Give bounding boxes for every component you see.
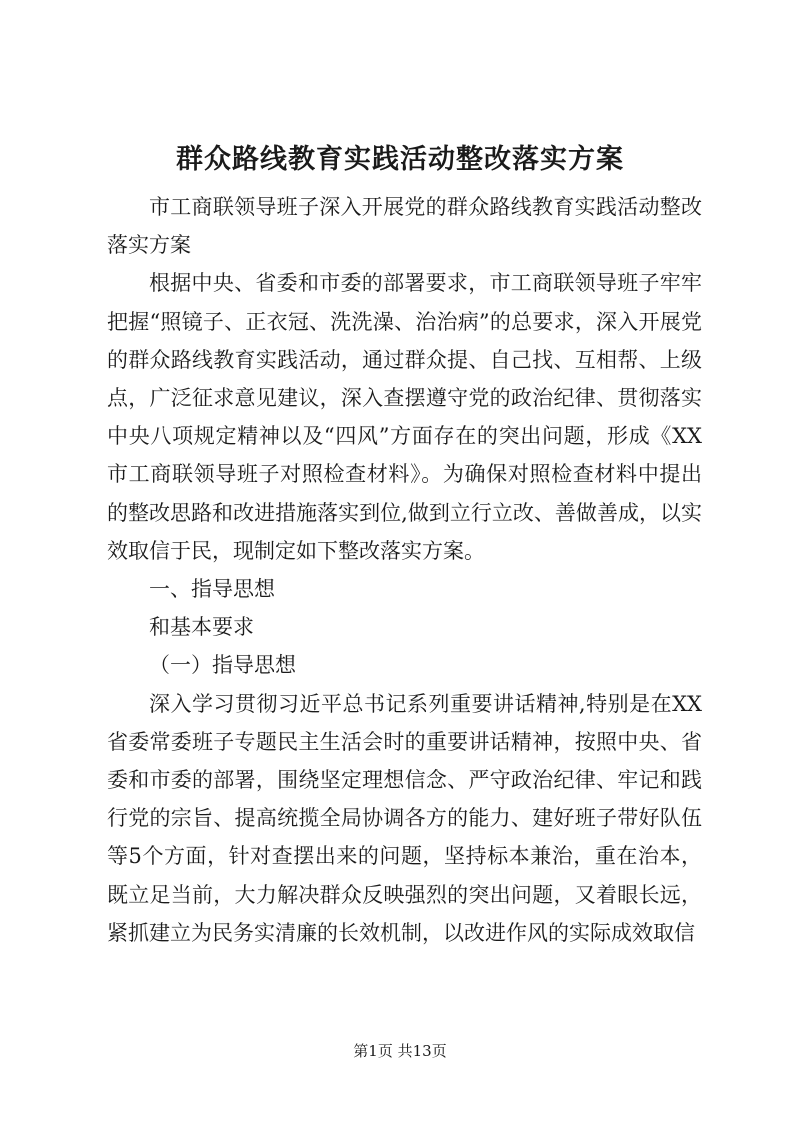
page-number-footer: 第1页 共13页 <box>353 1042 447 1060</box>
section-heading: 一、指导思想 <box>149 577 275 602</box>
document-body <box>107 188 702 952</box>
intro-paragraph: 根据中央、省委和市委的部署要求，市工商联领导班子牢牢把握“照镜子、正衣冠、洗洗澡、治治病”的总要求，深入开展党的群众路线教育实践活动，通过群众提、自己找、互相帮、上级点，广泛征求意见建议，深入查摆遵守党的政治纪律、贯彻落实中央八项规定精神以及“四风”方面存在的突出问题，形成《XX市工商联领导班子对照检查材料》。为确保对照检查材料中提出的整改思路和改进措施落实到位,做到立行立改、善做善成，以实效取信于民，现制定如下整改落实方案。 <box>107 271 702 563</box>
subtitle-paragraph: 市工商联领导班子深入开展党的群众路线教育实践活动整改落实方案 <box>107 195 702 258</box>
subsection-heading: （一）指导思想 <box>149 653 296 678</box>
guiding-thought-paragraph: 深入学习贯彻习近平总书记系列重要讲话精神,特别是在XX省委常委班子专题民主生活会时的重要讲话精神，按照中央、省委和市委的部署，围绕坚定理想信念、严守政治纪律、牢记和践行党的宗旨、提高统揽全局协调各方的能力、建好班子带好队伍等5个方面，针对查摆出来的问题，坚持标本兼治，重在治本，既立足当前，大力解决群众反映强烈的突出问题，又着眼长远，紧抓建立为民务实清廉的长效机制，以改进作风的实际成效取信 <box>107 691 702 945</box>
document-title: 群众路线教育实践活动整改落实方案 <box>176 144 624 175</box>
section-heading-continuation: 和基本要求 <box>149 615 254 640</box>
